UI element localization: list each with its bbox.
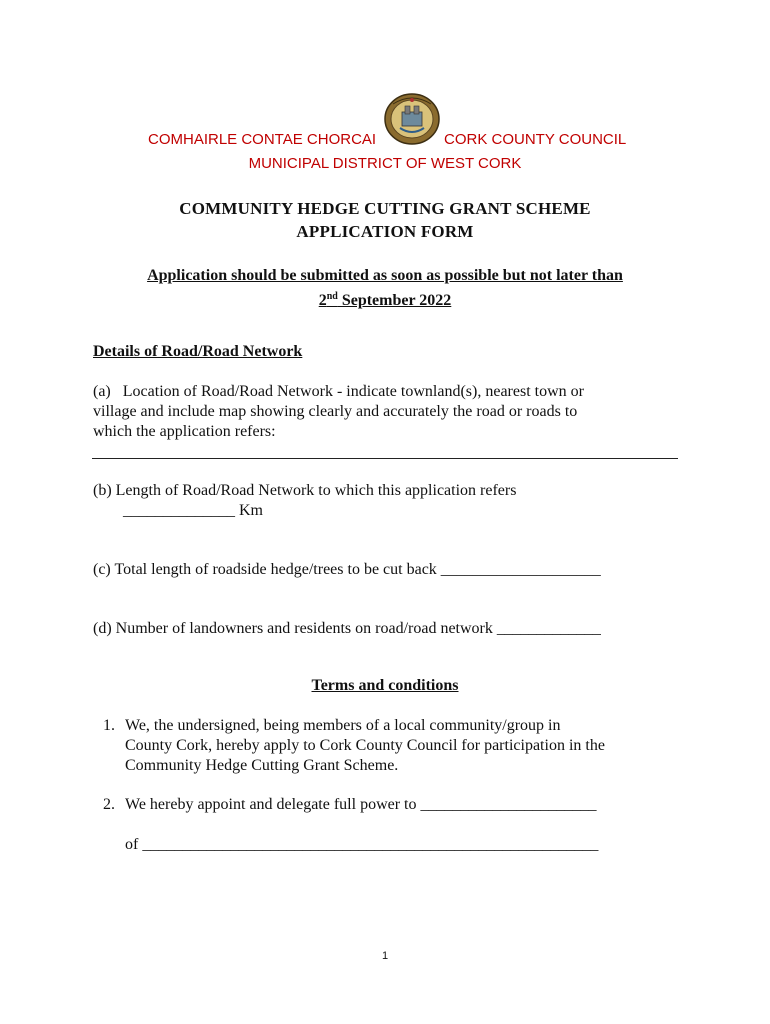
question-a-text: Location of Road/Road Network - indicate townland(s), nearest town or <box>122 383 584 400</box>
form-title-line1: COMMUNITY HEDGE CUTTING GRANT SCHEME <box>179 199 591 218</box>
details-heading: Details of Road/Road Network <box>93 343 303 360</box>
header-english-name: CORK COUNTY COUNCIL <box>444 131 627 148</box>
header-district: MUNICIPAL DISTRICT OF WEST CORK <box>248 155 522 172</box>
question-b <box>93 481 693 521</box>
deadline-suffix: nd <box>326 291 338 302</box>
deadline-month: September 2022 <box>337 292 452 309</box>
question-d[interactable]: (d) Number of landowners and residents on road/road network _____________ <box>93 620 601 637</box>
term-2-number: 2. <box>103 796 115 813</box>
terms-heading: Terms and conditions <box>311 677 459 694</box>
question-a-label: (a) <box>93 383 111 400</box>
term-2-text[interactable]: We hereby appoint and delegate full power to ______________________ <box>125 796 597 813</box>
deadline-line1: Application should be submitted as soon as possible but not later than <box>147 267 623 284</box>
council-crest-icon <box>383 92 441 146</box>
question-a-line2: village and include map showing clearly and accurately the road or roads to <box>93 403 578 420</box>
form-title-line2: APPLICATION FORM <box>296 222 474 241</box>
term-1-text <box>125 716 705 776</box>
page-number: 1 <box>381 950 389 962</box>
question-a-line3: which the application refers: <box>93 423 276 440</box>
term-2-of-field[interactable]: of _________________________________________________________ <box>125 836 599 853</box>
question-a <box>93 382 693 442</box>
header-irish-name: COMHAIRLE CONTAE CHORCAI <box>148 131 377 148</box>
term-1-line2: County Cork, hereby apply to Cork County Council for participation in the <box>125 737 605 754</box>
question-b-line1: (b) Length of Road/Road Network to which this application refers <box>93 482 517 499</box>
term-1-number: 1. <box>103 717 115 734</box>
deadline-notice <box>100 265 670 311</box>
question-b-length-field[interactable]: ______________ Km <box>123 502 263 519</box>
question-c[interactable]: (c) Total length of roadside hedge/trees to be cut back ____________________ <box>93 561 601 578</box>
term-1-line3: Community Hedge Cutting Grant Scheme. <box>125 757 399 774</box>
location-answer-line[interactable] <box>92 458 678 459</box>
deadline-day: 2 <box>318 292 327 309</box>
term-1-line1: We, the undersigned, being members of a local community/group in <box>125 717 561 734</box>
